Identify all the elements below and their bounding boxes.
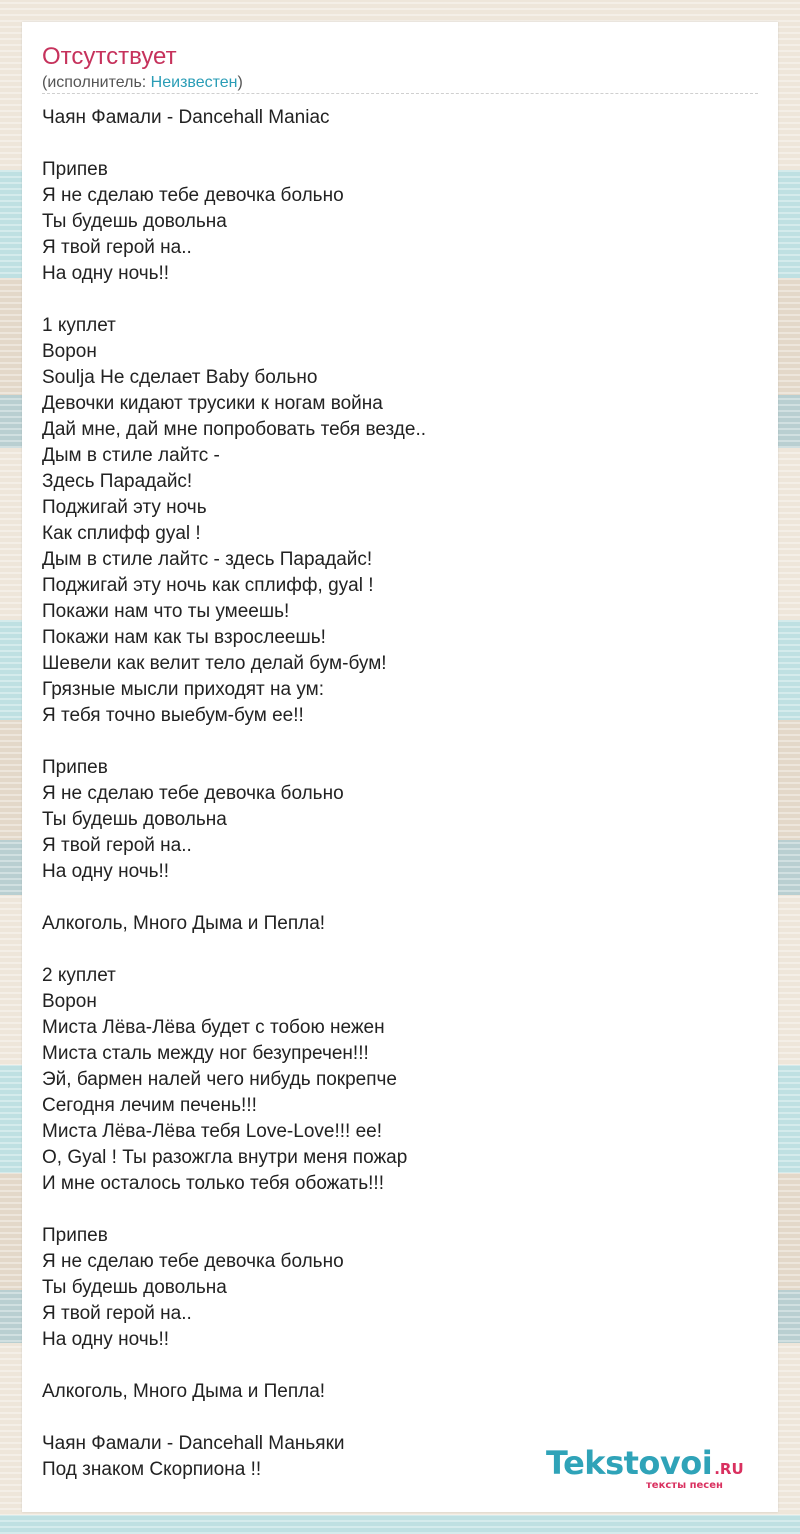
- logo-tld: .RU: [714, 1460, 744, 1478]
- artist-suffix: ): [237, 74, 243, 91]
- artist-line: [42, 72, 243, 94]
- artist-link[interactable]: Неизвестен: [150, 74, 238, 91]
- song-title: Отсутствует: [42, 43, 177, 70]
- lyrics-text: Чаян Фамали - Dancehall Maniac Припев Я не сделаю тебе девочка больно Ты будешь довольна Я твой герой на.. На одну ночь!! 1 куплет Ворон Soulja Не сделает Baby больно Девочки кидают трусики к ногам война Дай мне, дай мне попробовать тебя везде.. Дым в стиле лайтс - Здесь Парадайс! Поджигай эту ночь Как сплифф gyal ! Дым в стиле лайтс - здесь Парадайс! Поджигай эту ночь как сплифф, gyal ! Покажи нам что ты умеешь! Покажи нам как ты взрослеешь! Шевели как велит тело делай бум-бум! Грязные мысли приходят на ум: Я тебя точно выебум-бум ее!! Припев Я не сделаю тебе девочка больно Ты будешь довольна Я твой герой на.. На одну ночь!! Алкоголь, Много Дыма и Пепла! 2 куплет Ворон Миста Лёва-Лёва будет с тобою нежен Миста сталь между ног безупречен!!! Эй, бармен налей чего нибудь покрепче Сегодня лечим печень!!! Миста Лёва-Лёва тебя Love-Love!!! ее! О, Gyal ! Ты разожгла внутри меня пожар И мне осталось только тебя обожать!!! Припев Я не сделаю тебе девочка больно Ты будешь довольна Я твой герой на.. На одну ночь!! Алкоголь, Много Дыма и Пепла! Чаян Фамали - Dancehall Маньяки Под знаком Скорпиона !!: [42, 107, 426, 1480]
- header-divider: [42, 93, 758, 94]
- logo-tagline: тексты песен: [646, 1480, 723, 1491]
- site-logo[interactable]: [546, 1444, 744, 1491]
- artist-prefix: (исполнитель:: [42, 74, 151, 91]
- logo-brand: Tekstovoi: [546, 1444, 713, 1482]
- lyrics-card: [22, 22, 778, 1512]
